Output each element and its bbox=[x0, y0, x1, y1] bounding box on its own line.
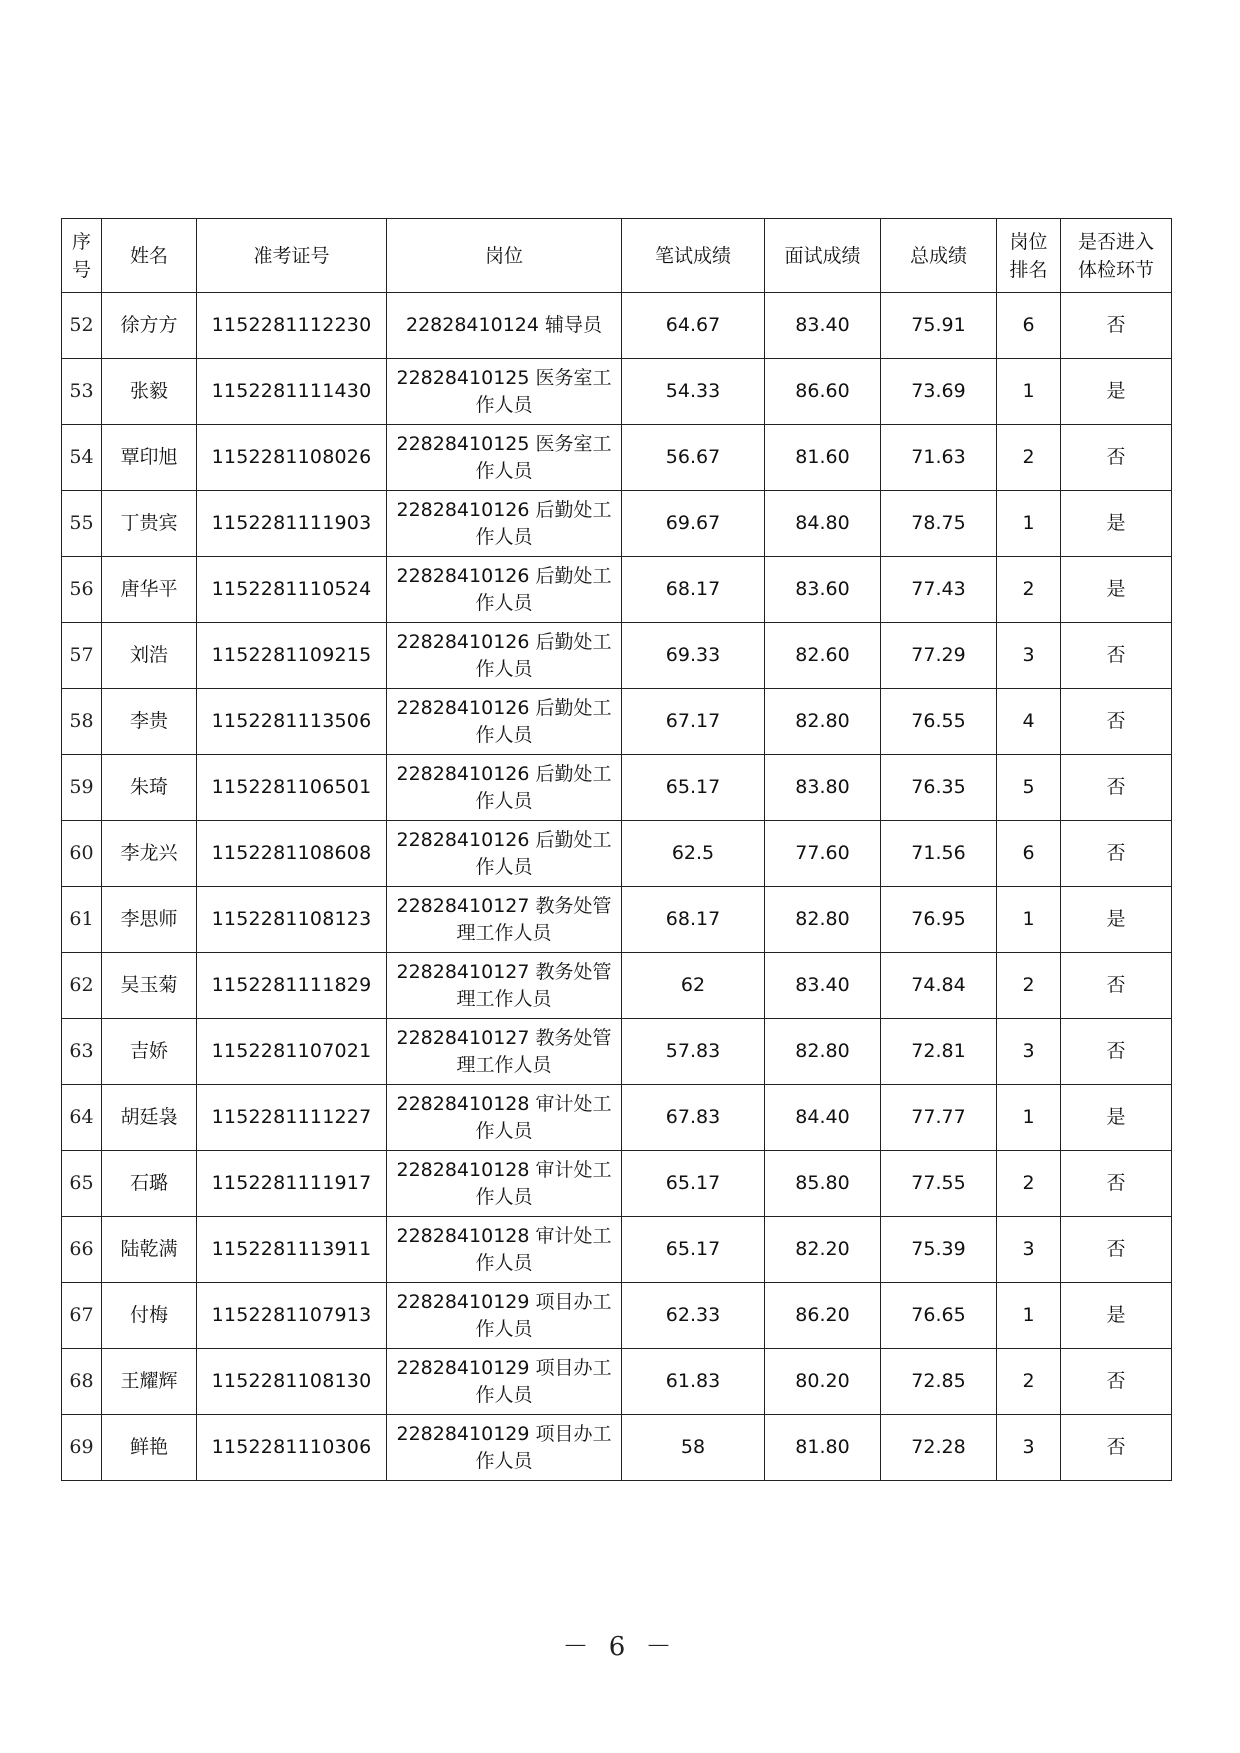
cell-seq: 64 bbox=[62, 1085, 102, 1151]
post-line-2: 作人员 bbox=[475, 855, 533, 878]
cell-ticket: 1152281107021 bbox=[197, 1019, 387, 1085]
cell-post bbox=[387, 755, 622, 821]
cell-seq: 65 bbox=[62, 1151, 102, 1217]
cell-post-rank: 1 bbox=[997, 1085, 1061, 1151]
cell-post bbox=[387, 425, 622, 491]
table-row bbox=[62, 755, 1172, 821]
cell-post-rank: 2 bbox=[997, 953, 1061, 1019]
post-line-2: 理工作人员 bbox=[456, 987, 552, 1010]
cell-seq: 59 bbox=[62, 755, 102, 821]
post-line-1: 22828410126 后勤处工 bbox=[396, 762, 612, 785]
cell-total-score: 75.91 bbox=[881, 293, 997, 359]
cell-physical-exam: 是 bbox=[1061, 359, 1172, 425]
cell-total-score: 71.56 bbox=[881, 821, 997, 887]
table-row bbox=[62, 1019, 1172, 1085]
table-row bbox=[62, 359, 1172, 425]
cell-ticket: 1152281107913 bbox=[197, 1283, 387, 1349]
header-interview-score: 面试成绩 bbox=[765, 219, 881, 293]
cell-seq: 52 bbox=[62, 293, 102, 359]
cell-physical-exam: 否 bbox=[1061, 821, 1172, 887]
post-line-2: 作人员 bbox=[475, 459, 533, 482]
cell-total-score: 76.65 bbox=[881, 1283, 997, 1349]
cell-name: 吉娇 bbox=[102, 1019, 197, 1085]
cell-post bbox=[387, 1283, 622, 1349]
cell-total-score: 72.81 bbox=[881, 1019, 997, 1085]
cell-written-score: 58 bbox=[622, 1415, 765, 1481]
header-physical-exam: 是否进入 体检环节 bbox=[1061, 219, 1172, 293]
cell-post-rank: 1 bbox=[997, 491, 1061, 557]
cell-post bbox=[387, 953, 622, 1019]
cell-ticket: 1152281113911 bbox=[197, 1217, 387, 1283]
cell-written-score: 67.83 bbox=[622, 1085, 765, 1151]
cell-post bbox=[387, 821, 622, 887]
cell-post bbox=[387, 689, 622, 755]
cell-total-score: 77.29 bbox=[881, 623, 997, 689]
cell-post-rank: 2 bbox=[997, 557, 1061, 623]
cell-ticket: 1152281108130 bbox=[197, 1349, 387, 1415]
cell-interview-score: 82.20 bbox=[765, 1217, 881, 1283]
cell-post-rank: 1 bbox=[997, 887, 1061, 953]
cell-total-score: 72.28 bbox=[881, 1415, 997, 1481]
table-row bbox=[62, 689, 1172, 755]
table-row bbox=[62, 1151, 1172, 1217]
page-number: － 6 － bbox=[562, 1632, 678, 1662]
table-body bbox=[62, 293, 1172, 1481]
cell-written-score: 69.33 bbox=[622, 623, 765, 689]
cell-ticket: 1152281111903 bbox=[197, 491, 387, 557]
cell-total-score: 73.69 bbox=[881, 359, 997, 425]
cell-seq: 57 bbox=[62, 623, 102, 689]
cell-total-score: 77.77 bbox=[881, 1085, 997, 1151]
post-line-2: 作人员 bbox=[475, 591, 533, 614]
post-line-1: 22828410124 辅导员 bbox=[405, 314, 602, 336]
cell-post-rank: 2 bbox=[997, 425, 1061, 491]
cell-ticket: 1152281106501 bbox=[197, 755, 387, 821]
header-total-score: 总成绩 bbox=[881, 219, 997, 293]
cell-seq: 66 bbox=[62, 1217, 102, 1283]
post-line-1: 22828410128 审计处工 bbox=[396, 1158, 612, 1181]
cell-post bbox=[387, 359, 622, 425]
post-line-1: 22828410127 教务处管 bbox=[396, 960, 612, 983]
cell-physical-exam: 是 bbox=[1061, 887, 1172, 953]
post-line-1: 22828410126 后勤处工 bbox=[396, 564, 612, 587]
post-line-1: 22828410125 医务室工 bbox=[396, 432, 612, 455]
cell-total-score: 76.55 bbox=[881, 689, 997, 755]
cell-name: 王耀辉 bbox=[102, 1349, 197, 1415]
header-seq: 序 号 bbox=[62, 219, 102, 293]
table-row bbox=[62, 1283, 1172, 1349]
cell-post bbox=[387, 293, 622, 359]
cell-interview-score: 82.60 bbox=[765, 623, 881, 689]
cell-interview-score: 86.60 bbox=[765, 359, 881, 425]
cell-physical-exam: 否 bbox=[1061, 293, 1172, 359]
cell-physical-exam: 否 bbox=[1061, 1217, 1172, 1283]
cell-seq: 68 bbox=[62, 1349, 102, 1415]
post-line-2: 作人员 bbox=[475, 393, 533, 416]
cell-ticket: 1152281110306 bbox=[197, 1415, 387, 1481]
cell-post bbox=[387, 887, 622, 953]
cell-interview-score: 80.20 bbox=[765, 1349, 881, 1415]
cell-post bbox=[387, 557, 622, 623]
cell-physical-exam: 否 bbox=[1061, 623, 1172, 689]
cell-post-rank: 2 bbox=[997, 1151, 1061, 1217]
header-written-score: 笔试成绩 bbox=[622, 219, 765, 293]
post-line-1: 22828410125 医务室工 bbox=[396, 366, 612, 389]
post-line-1: 22828410126 后勤处工 bbox=[396, 696, 612, 719]
post-line-2: 作人员 bbox=[475, 1185, 533, 1208]
table-row bbox=[62, 887, 1172, 953]
post-line-2: 作人员 bbox=[475, 1449, 533, 1472]
cell-post-rank: 6 bbox=[997, 293, 1061, 359]
cell-post bbox=[387, 1151, 622, 1217]
cell-name: 朱琦 bbox=[102, 755, 197, 821]
cell-name: 覃印旭 bbox=[102, 425, 197, 491]
table-row bbox=[62, 557, 1172, 623]
cell-written-score: 67.17 bbox=[622, 689, 765, 755]
cell-written-score: 65.17 bbox=[622, 1151, 765, 1217]
cell-name: 唐华平 bbox=[102, 557, 197, 623]
cell-ticket: 1152281108026 bbox=[197, 425, 387, 491]
cell-post bbox=[387, 1415, 622, 1481]
cell-interview-score: 83.40 bbox=[765, 953, 881, 1019]
cell-written-score: 64.67 bbox=[622, 293, 765, 359]
cell-post-rank: 3 bbox=[997, 1019, 1061, 1085]
cell-post-rank: 1 bbox=[997, 359, 1061, 425]
cell-seq: 58 bbox=[62, 689, 102, 755]
cell-seq: 56 bbox=[62, 557, 102, 623]
cell-name: 丁贵宾 bbox=[102, 491, 197, 557]
cell-total-score: 71.63 bbox=[881, 425, 997, 491]
cell-ticket: 1152281110524 bbox=[197, 557, 387, 623]
cell-name: 鲜艳 bbox=[102, 1415, 197, 1481]
cell-physical-exam: 是 bbox=[1061, 1283, 1172, 1349]
cell-written-score: 62.33 bbox=[622, 1283, 765, 1349]
post-line-2: 作人员 bbox=[475, 1251, 533, 1274]
post-line-2: 作人员 bbox=[475, 525, 533, 548]
table-row bbox=[62, 623, 1172, 689]
cell-written-score: 68.17 bbox=[622, 887, 765, 953]
header-ticket: 准考证号 bbox=[197, 219, 387, 293]
cell-interview-score: 77.60 bbox=[765, 821, 881, 887]
results-table bbox=[61, 218, 1172, 1481]
post-line-2: 作人员 bbox=[475, 1119, 533, 1142]
cell-name: 张毅 bbox=[102, 359, 197, 425]
cell-physical-exam: 否 bbox=[1061, 953, 1172, 1019]
cell-seq: 53 bbox=[62, 359, 102, 425]
cell-total-score: 75.39 bbox=[881, 1217, 997, 1283]
post-line-1: 22828410127 教务处管 bbox=[396, 1026, 612, 1049]
post-line-1: 22828410126 后勤处工 bbox=[396, 828, 612, 851]
cell-name: 徐方方 bbox=[102, 293, 197, 359]
post-line-1: 22828410129 项目办工 bbox=[396, 1356, 612, 1379]
cell-ticket: 1152281111829 bbox=[197, 953, 387, 1019]
cell-written-score: 69.67 bbox=[622, 491, 765, 557]
cell-physical-exam: 是 bbox=[1061, 491, 1172, 557]
cell-written-score: 54.33 bbox=[622, 359, 765, 425]
cell-written-score: 57.83 bbox=[622, 1019, 765, 1085]
cell-post-rank: 3 bbox=[997, 1217, 1061, 1283]
post-line-1: 22828410129 项目办工 bbox=[396, 1290, 612, 1313]
cell-post-rank: 1 bbox=[997, 1283, 1061, 1349]
cell-ticket: 1152281111917 bbox=[197, 1151, 387, 1217]
post-line-1: 22828410128 审计处工 bbox=[396, 1092, 612, 1115]
cell-post-rank: 3 bbox=[997, 1415, 1061, 1481]
table-row bbox=[62, 1085, 1172, 1151]
cell-interview-score: 83.80 bbox=[765, 755, 881, 821]
cell-interview-score: 86.20 bbox=[765, 1283, 881, 1349]
cell-physical-exam: 否 bbox=[1061, 1415, 1172, 1481]
post-line-2: 作人员 bbox=[475, 789, 533, 812]
cell-interview-score: 84.40 bbox=[765, 1085, 881, 1151]
table-row bbox=[62, 425, 1172, 491]
cell-post-rank: 2 bbox=[997, 1349, 1061, 1415]
cell-name: 陆乾满 bbox=[102, 1217, 197, 1283]
header-post: 岗位 bbox=[387, 219, 622, 293]
post-line-1: 22828410126 后勤处工 bbox=[396, 630, 612, 653]
cell-physical-exam: 否 bbox=[1061, 1349, 1172, 1415]
cell-interview-score: 81.60 bbox=[765, 425, 881, 491]
cell-post bbox=[387, 1019, 622, 1085]
cell-written-score: 65.17 bbox=[622, 1217, 765, 1283]
cell-interview-score: 82.80 bbox=[765, 887, 881, 953]
cell-physical-exam: 否 bbox=[1061, 689, 1172, 755]
cell-interview-score: 83.60 bbox=[765, 557, 881, 623]
cell-physical-exam: 否 bbox=[1061, 1019, 1172, 1085]
cell-physical-exam: 否 bbox=[1061, 755, 1172, 821]
cell-total-score: 77.43 bbox=[881, 557, 997, 623]
cell-written-score: 62 bbox=[622, 953, 765, 1019]
cell-interview-score: 85.80 bbox=[765, 1151, 881, 1217]
cell-post-rank: 5 bbox=[997, 755, 1061, 821]
cell-seq: 69 bbox=[62, 1415, 102, 1481]
cell-name: 李思师 bbox=[102, 887, 197, 953]
post-line-2: 理工作人员 bbox=[456, 921, 552, 944]
table-row bbox=[62, 293, 1172, 359]
post-line-1: 22828410128 审计处工 bbox=[396, 1224, 612, 1247]
header-name: 姓名 bbox=[102, 219, 197, 293]
cell-physical-exam: 是 bbox=[1061, 557, 1172, 623]
cell-name: 石璐 bbox=[102, 1151, 197, 1217]
cell-name: 吴玉菊 bbox=[102, 953, 197, 1019]
cell-post-rank: 6 bbox=[997, 821, 1061, 887]
cell-post bbox=[387, 1217, 622, 1283]
cell-total-score: 78.75 bbox=[881, 491, 997, 557]
cell-ticket: 1152281111430 bbox=[197, 359, 387, 425]
cell-ticket: 1152281112230 bbox=[197, 293, 387, 359]
table-row bbox=[62, 491, 1172, 557]
cell-post bbox=[387, 1349, 622, 1415]
post-line-1: 22828410129 项目办工 bbox=[396, 1422, 612, 1445]
cell-written-score: 68.17 bbox=[622, 557, 765, 623]
cell-seq: 63 bbox=[62, 1019, 102, 1085]
cell-interview-score: 83.40 bbox=[765, 293, 881, 359]
cell-name: 李贵 bbox=[102, 689, 197, 755]
cell-ticket: 1152281111227 bbox=[197, 1085, 387, 1151]
cell-ticket: 1152281108123 bbox=[197, 887, 387, 953]
cell-total-score: 72.85 bbox=[881, 1349, 997, 1415]
cell-physical-exam: 是 bbox=[1061, 1085, 1172, 1151]
cell-ticket: 1152281113506 bbox=[197, 689, 387, 755]
table-row bbox=[62, 953, 1172, 1019]
cell-interview-score: 82.80 bbox=[765, 689, 881, 755]
cell-name: 李龙兴 bbox=[102, 821, 197, 887]
cell-total-score: 74.84 bbox=[881, 953, 997, 1019]
post-line-2: 理工作人员 bbox=[456, 1053, 552, 1076]
table-row bbox=[62, 1415, 1172, 1481]
cell-name: 刘浩 bbox=[102, 623, 197, 689]
cell-post bbox=[387, 623, 622, 689]
cell-name: 付梅 bbox=[102, 1283, 197, 1349]
post-line-2: 作人员 bbox=[475, 657, 533, 680]
cell-ticket: 1152281108608 bbox=[197, 821, 387, 887]
post-line-1: 22828410127 教务处管 bbox=[396, 894, 612, 917]
cell-post-rank: 4 bbox=[997, 689, 1061, 755]
table-row bbox=[62, 1217, 1172, 1283]
header-post-rank: 岗位 排名 bbox=[997, 219, 1061, 293]
cell-name: 胡廷袅 bbox=[102, 1085, 197, 1151]
cell-seq: 54 bbox=[62, 425, 102, 491]
cell-physical-exam: 否 bbox=[1061, 1151, 1172, 1217]
cell-seq: 67 bbox=[62, 1283, 102, 1349]
cell-interview-score: 82.80 bbox=[765, 1019, 881, 1085]
cell-interview-score: 84.80 bbox=[765, 491, 881, 557]
cell-total-score: 77.55 bbox=[881, 1151, 997, 1217]
post-line-2: 作人员 bbox=[475, 1317, 533, 1340]
cell-written-score: 56.67 bbox=[622, 425, 765, 491]
table-row bbox=[62, 1349, 1172, 1415]
table-header-row bbox=[62, 219, 1172, 293]
cell-seq: 60 bbox=[62, 821, 102, 887]
cell-seq: 55 bbox=[62, 491, 102, 557]
cell-seq: 61 bbox=[62, 887, 102, 953]
post-line-2: 作人员 bbox=[475, 1383, 533, 1406]
post-line-1: 22828410126 后勤处工 bbox=[396, 498, 612, 521]
cell-post bbox=[387, 491, 622, 557]
cell-written-score: 65.17 bbox=[622, 755, 765, 821]
cell-seq: 62 bbox=[62, 953, 102, 1019]
cell-written-score: 62.5 bbox=[622, 821, 765, 887]
cell-total-score: 76.95 bbox=[881, 887, 997, 953]
cell-physical-exam: 否 bbox=[1061, 425, 1172, 491]
cell-total-score: 76.35 bbox=[881, 755, 997, 821]
cell-interview-score: 81.80 bbox=[765, 1415, 881, 1481]
cell-ticket: 1152281109215 bbox=[197, 623, 387, 689]
cell-post-rank: 3 bbox=[997, 623, 1061, 689]
cell-written-score: 61.83 bbox=[622, 1349, 765, 1415]
post-line-2: 作人员 bbox=[475, 723, 533, 746]
table-row bbox=[62, 821, 1172, 887]
cell-post bbox=[387, 1085, 622, 1151]
